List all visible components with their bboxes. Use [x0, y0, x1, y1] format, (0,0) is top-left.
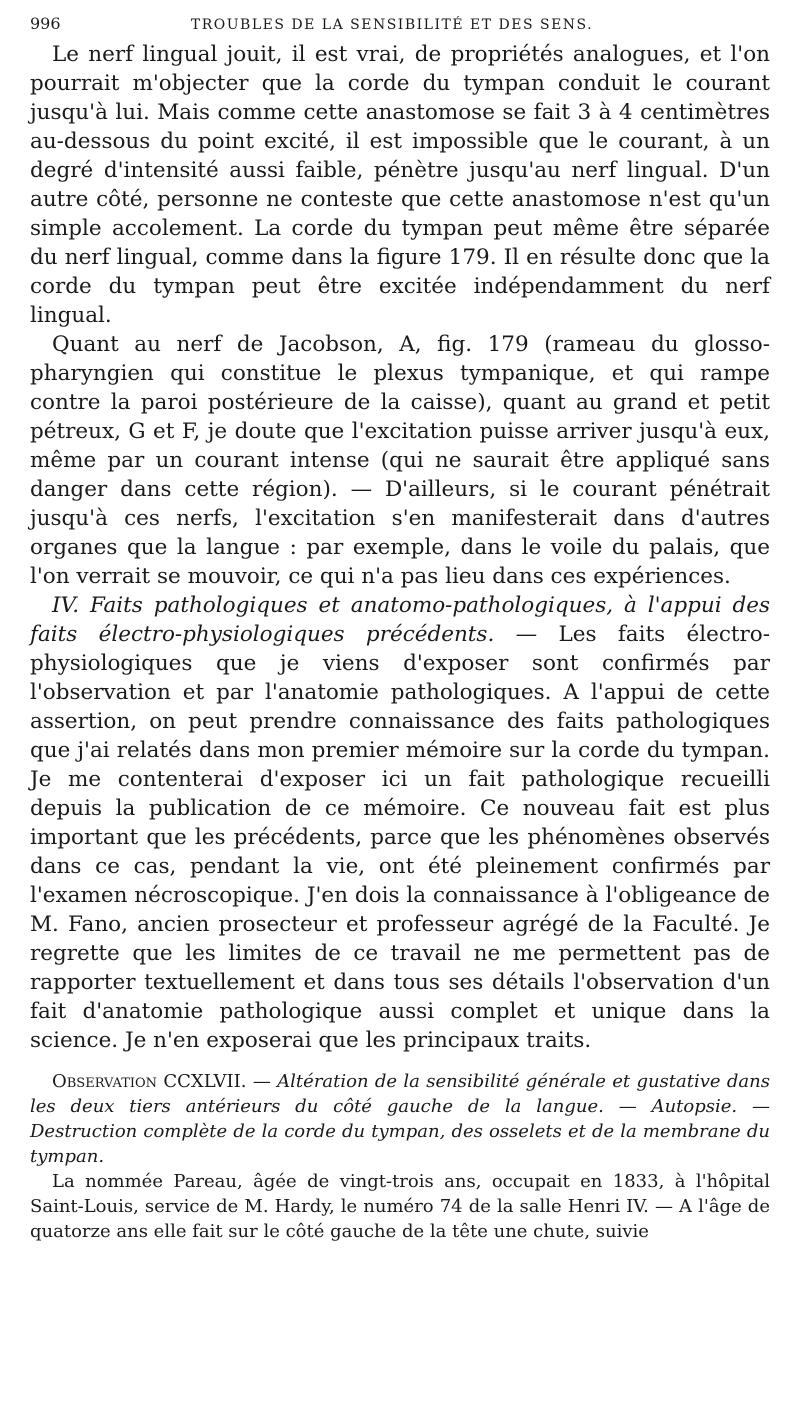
- main-text: [30, 40, 770, 1055]
- section-heading: IV. Faits pathologiques et anatomo-pathologiques, à l'appui des faits électro-physiologiques précédents.: [30, 593, 770, 647]
- book-page: [30, 14, 770, 1244]
- running-title: TROUBLES DE LA SENSIBILITÉ ET DES SENS.: [190, 17, 594, 33]
- observation-block: [30, 1069, 770, 1244]
- observation-text: La nommée Pareau, âgée de vingt-trois ans, occupait en 1833, à l'hôpital Saint-Louis, service de M. Hardy, le numéro 74 de la salle Henri IV. — A l'âge de quatorze ans elle fait sur le côté gauche de la tête une chute, suivie: [30, 1171, 770, 1242]
- running-header: [30, 14, 770, 40]
- observation-title: — Altération de la sensibilité générale et gustative dans les deux tiers antérieurs du côté gauche de la langue. — Autopsie. — Destruction complète de la corde du tympan, des osselets et de la membrane du tympan.: [30, 1071, 770, 1167]
- section-iv-paragraph: [30, 591, 770, 1055]
- page-number: 996: [30, 14, 61, 33]
- paragraph-1: Le nerf lingual jouit, il est vrai, de propriétés analogues, et l'on pourrait m'objecter que la corde du tympan conduit le courant jusqu'à lui. Mais comme cette anastomose se fait 3 à 4 centimètres au-dessous du point excité, il est impossible que le courant, à un degré d'intensité aussi faible, pénètre jusqu'au nerf lingual. D'un autre côté, personne ne conteste que cette anastomose n'est qu'un simple accolement. La corde du tympan peut même être séparée du nerf lingual, comme dans la figure 179. Il en résulte donc que la corde du tympan peut être excitée indépendamment du nerf lingual.: [30, 42, 770, 328]
- section-text: — Les faits électro-physiologiques que je viens d'exposer sont confirmés par l'observation et par l'anatomie pathologiques. A l'appui de cette assertion, on peut prendre connaissance des faits pathologiques que j'ai relatés dans mon premier mémoire sur la corde du tympan. Je me contenterai d'exposer ici un fait pathologique recueilli depuis la publication de ce mémoire. Ce nouveau fait est plus important que les précédents, parce que les phénomènes observés dans ce cas, pendant la vie, ont été pleinement confirmés par l'examen nécroscopique. J'en dois la connaissance à l'obligeance de M. Fano, ancien prosecteur et professeur agrégé de la Faculté. Je regrette que les limites de ce travail ne me permettent pas de rapporter textuellement et dans tous ses détails l'observation d'un fait d'anatomie pathologique aussi complet et unique dans la science. Je n'en exposerai que les principaux traits.: [30, 622, 770, 1053]
- paragraph-2: Quant au nerf de Jacobson, A, fig. 179 (rameau du glosso-pharyngien qui constitue le plexus tympanique, et qui rampe contre la paroi postérieure de la caisse), quant au grand et petit pétreux, G et F, je doute que l'excitation puisse arriver jusqu'à eux, même par un courant intense (qui ne saurait être appliqué sans danger dans cette région). — D'ailleurs, si le courant pénétrait jusqu'à ces nerfs, l'excitation s'en manifesterait dans d'autres organes que la langue : par exemple, dans le voile du palais, que l'on verrait se mouvoir, ce qui n'a pas lieu dans ces expériences.: [30, 332, 770, 589]
- observation-label: Observation CCXLVII.: [52, 1071, 247, 1092]
- observation-header: [30, 1069, 770, 1169]
